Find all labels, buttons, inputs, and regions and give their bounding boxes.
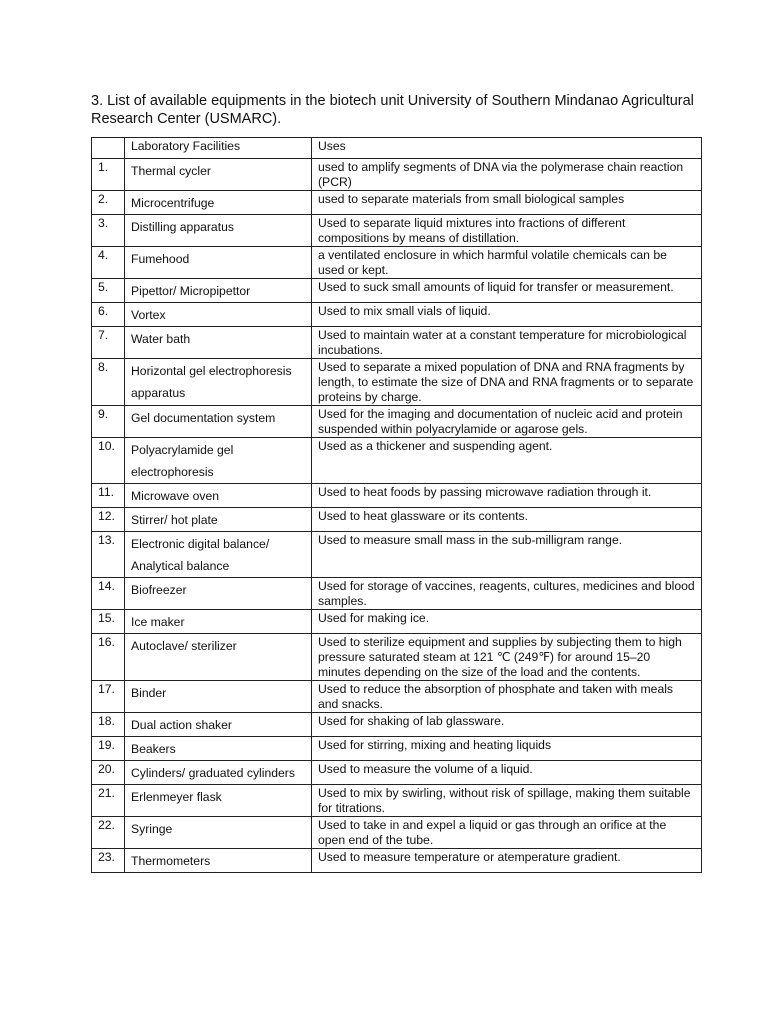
table-row — [92, 681, 702, 713]
facility-use: Used to take in and expel a liquid or gas through an orifice at the open end of the tube. — [312, 817, 702, 849]
table-row — [92, 737, 702, 761]
facility-use: Used for storage of vaccines, reagents, cultures, medicines and blood samples. — [312, 578, 702, 610]
table-row — [92, 327, 702, 359]
facility-name: Thermal cycler — [125, 159, 312, 191]
header-uses: Uses — [312, 138, 702, 159]
row-number: 14. — [92, 578, 125, 610]
facility-use: Used for stirring, mixing and heating liquids — [312, 737, 702, 761]
table-row — [92, 785, 702, 817]
row-number: 4. — [92, 247, 125, 279]
facility-name: Erlenmeyer flask — [125, 785, 312, 817]
facility-name: Thermometers — [125, 849, 312, 873]
row-number: 1. — [92, 159, 125, 191]
row-number: 2. — [92, 191, 125, 215]
facility-name: Gel documentation system — [125, 406, 312, 438]
row-number: 15. — [92, 610, 125, 634]
facility-name: Polyacrylamide gel electrophoresis — [125, 438, 312, 484]
facility-name: Water bath — [125, 327, 312, 359]
facility-name: Syringe — [125, 817, 312, 849]
facility-use: Used for shaking of lab glassware. — [312, 713, 702, 737]
table-row — [92, 713, 702, 737]
table-row — [92, 532, 702, 578]
section-heading: 3. List of available equipments in the biotech unit University of Southern Mindanao Agricultural Research Center (USMARC). — [91, 93, 694, 127]
facility-use: Used to mix small vials of liquid. — [312, 303, 702, 327]
facility-name: Pipettor/ Micropipettor — [125, 279, 312, 303]
table-row — [92, 578, 702, 610]
header-number — [92, 138, 125, 159]
facility-name: Fumehood — [125, 247, 312, 279]
row-number: 23. — [92, 849, 125, 873]
facility-name: Microwave oven — [125, 484, 312, 508]
facility-name: Stirrer/ hot plate — [125, 508, 312, 532]
facility-use: a ventilated enclosure in which harmful volatile chemicals can be used or kept. — [312, 247, 702, 279]
facility-use: Used to heat glassware or its contents. — [312, 508, 702, 532]
table-row — [92, 849, 702, 873]
row-number: 8. — [92, 359, 125, 406]
facility-name: Distilling apparatus — [125, 215, 312, 247]
facility-name: Ice maker — [125, 610, 312, 634]
table-row — [92, 761, 702, 785]
table-row — [92, 215, 702, 247]
row-number: 18. — [92, 713, 125, 737]
facility-use: Used to measure the volume of a liquid. — [312, 761, 702, 785]
row-number: 9. — [92, 406, 125, 438]
facility-use: Used to sterilize equipment and supplies by subjecting them to high pressure saturated steam at 121 ℃ (249℉) for around 15–20 minutes depending on the size of the load and the contents. — [312, 634, 702, 681]
table-row — [92, 247, 702, 279]
facility-name: Beakers — [125, 737, 312, 761]
row-number: 20. — [92, 761, 125, 785]
facility-use: Used for the imaging and documentation of nucleic acid and protein suspended within polyacrylamide or agarose gels. — [312, 406, 702, 438]
facility-name: Electronic digital balance/ Analytical balance — [125, 532, 312, 578]
table-row — [92, 610, 702, 634]
table-row — [92, 359, 702, 406]
facility-use: Used to reduce the absorption of phosphate and taken with meals and snacks. — [312, 681, 702, 713]
table-row — [92, 508, 702, 532]
row-number: 22. — [92, 817, 125, 849]
facility-use: used to amplify segments of DNA via the polymerase chain reaction (PCR) — [312, 159, 702, 191]
row-number: 7. — [92, 327, 125, 359]
table-row — [92, 438, 702, 484]
table-row — [92, 279, 702, 303]
row-number: 13. — [92, 532, 125, 578]
facility-name: Biofreezer — [125, 578, 312, 610]
facility-name: Cylinders/ graduated cylinders — [125, 761, 312, 785]
row-number: 11. — [92, 484, 125, 508]
table-header-row — [92, 138, 702, 159]
row-number: 10. — [92, 438, 125, 484]
facility-use: Used to maintain water at a constant temperature for microbiological incubations. — [312, 327, 702, 359]
facility-use: Used to separate a mixed population of DNA and RNA fragments by length, to estimate the size of DNA and RNA fragments or to separate proteins by charge. — [312, 359, 702, 406]
facility-name: Autoclave/ sterilizer — [125, 634, 312, 681]
facility-name: Dual action shaker — [125, 713, 312, 737]
facility-name: Microcentrifuge — [125, 191, 312, 215]
row-number: 17. — [92, 681, 125, 713]
facility-name: Binder — [125, 681, 312, 713]
facility-name: Vortex — [125, 303, 312, 327]
facility-use: Used for making ice. — [312, 610, 702, 634]
table-body — [92, 159, 702, 873]
row-number: 21. — [92, 785, 125, 817]
facility-use: Used to measure small mass in the sub-milligram range. — [312, 532, 702, 578]
row-number: 3. — [92, 215, 125, 247]
facility-use: Used to separate liquid mixtures into fractions of different compositions by means of distillation. — [312, 215, 702, 247]
header-facilities: Laboratory Facilities — [125, 138, 312, 159]
row-number: 5. — [92, 279, 125, 303]
table-row — [92, 484, 702, 508]
facility-use: Used to heat foods by passing microwave radiation through it. — [312, 484, 702, 508]
facility-use: used to separate materials from small biological samples — [312, 191, 702, 215]
facility-name: Horizontal gel electrophoresis apparatus — [125, 359, 312, 406]
row-number: 12. — [92, 508, 125, 532]
table-row — [92, 303, 702, 327]
table-row — [92, 406, 702, 438]
table-row — [92, 634, 702, 681]
facility-use: Used to suck small amounts of liquid for transfer or measurement. — [312, 279, 702, 303]
equipment-table — [91, 137, 702, 873]
row-number: 19. — [92, 737, 125, 761]
facility-use: Used to mix by swirling, without risk of spillage, making them suitable for titrations. — [312, 785, 702, 817]
facility-use: Used as a thickener and suspending agent. — [312, 438, 702, 484]
row-number: 16. — [92, 634, 125, 681]
row-number: 6. — [92, 303, 125, 327]
table-row — [92, 817, 702, 849]
facility-use: Used to measure temperature or atemperature gradient. — [312, 849, 702, 873]
table-row — [92, 191, 702, 215]
table-row — [92, 159, 702, 191]
